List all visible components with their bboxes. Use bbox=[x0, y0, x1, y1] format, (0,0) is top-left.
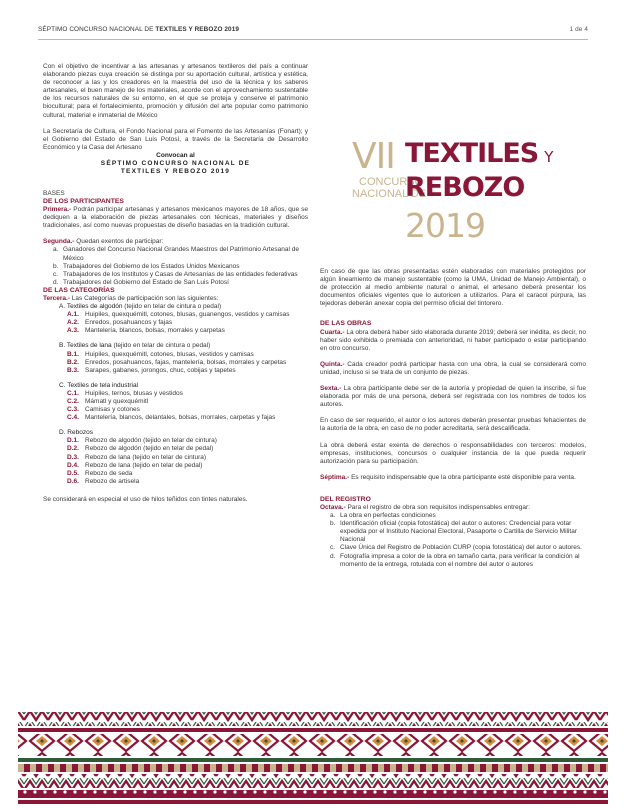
list-item bbox=[59, 454, 308, 462]
item-code: D.3. bbox=[67, 453, 79, 461]
list-text: Ganadores del Concurso Nacional Grandes Maestros del Patrimonio Artesanal de México bbox=[63, 246, 299, 262]
exentos-list bbox=[43, 246, 308, 286]
item-code: D.5. bbox=[67, 469, 79, 477]
logo-vii: VII bbox=[352, 136, 395, 177]
textile-pattern-border bbox=[0, 708, 626, 810]
list-item bbox=[59, 414, 308, 422]
list-letter: c. bbox=[53, 270, 59, 278]
logo-concurso: CONCURSO bbox=[359, 176, 424, 188]
list-letter: b. bbox=[53, 262, 59, 270]
left-column bbox=[43, 63, 308, 504]
list-item bbox=[59, 478, 308, 486]
list-item bbox=[59, 406, 308, 414]
item-text: Mantelería, blancos, delantales, bolsas, morrales, carpetas y fajas bbox=[85, 414, 276, 422]
item-text: Rebozo de algodón (tejido en telar de cintura) bbox=[85, 437, 217, 445]
item-text: Huipiles, quexquémitl, cotones, blusas, guanengos, vestidos y camisas bbox=[85, 311, 290, 319]
derechos-paragraph: La obra deberá estar exenta de derechos o responsabilidades con terceros: modelos, empresas, instituciones, concursos o cualquier instancia de la que pueda requerir autorización para su participación. bbox=[320, 441, 586, 465]
page-number: 1 de 4 bbox=[569, 26, 588, 33]
list-item bbox=[59, 470, 308, 478]
logo-nacional: NACIONAL DE bbox=[352, 188, 427, 200]
octava-clause bbox=[320, 504, 586, 512]
list-item bbox=[59, 390, 308, 398]
item-code: D.1. bbox=[67, 437, 79, 445]
bases-label: BASES bbox=[43, 189, 65, 197]
tintes-note: Se considerará en especial el uso de hilos teñidos con tintes naturales. bbox=[43, 495, 248, 503]
category-title: C. Textiles de tela industrial bbox=[59, 381, 139, 389]
tercera-text: Las Categorías de participación son las siguientes: bbox=[69, 294, 219, 302]
requisitos-list bbox=[320, 512, 586, 569]
segunda-label: Segunda.- bbox=[43, 238, 75, 246]
category-note: (tejido en telar de cintura o pedal) bbox=[111, 342, 211, 350]
list-letter: a. bbox=[330, 512, 336, 520]
contest-title-line1: SÉPTIMO CONCURSO NACIONAL DE bbox=[100, 160, 251, 168]
autoria-paragraph: En caso de ser requerido, el autor o los autores deberán presentar pruebas fehacientes de la autoría de la obra, en caso de no poder acreditarla, será descalificada. bbox=[320, 417, 586, 433]
list-item bbox=[59, 359, 308, 367]
item-text: Rebozo de artisela bbox=[85, 477, 140, 485]
item-code: D.6. bbox=[67, 477, 79, 485]
primera-clause bbox=[43, 206, 308, 230]
item-text: Huipiles, quexquémitl, cotones, blusas, vestidos y camisas bbox=[85, 350, 254, 358]
list-item bbox=[59, 351, 308, 359]
item-code: D.2. bbox=[67, 445, 79, 453]
septima-label: Séptima.- bbox=[320, 473, 350, 481]
category-title: A. Textiles de algodón bbox=[59, 303, 123, 311]
septima-clause bbox=[320, 474, 586, 482]
list-item bbox=[330, 512, 586, 520]
category-d-title bbox=[59, 429, 308, 437]
list-letter: b. bbox=[330, 520, 336, 528]
list-text: Identificación oficial (copia fotostática) del autor o autores: Credencial para votar expedida por el Instituto Nacional Electoral, Pasaporte o Cartilla de Servicio Militar Nacional bbox=[340, 520, 578, 544]
item-code: A.1. bbox=[67, 311, 79, 319]
sexta-label: Sexta.- bbox=[320, 385, 342, 393]
cuarta-label: Cuarta.- bbox=[320, 328, 345, 336]
item-text: Mámatl y quexquémitl bbox=[85, 398, 149, 405]
septima-text: Es requisito indispensable que la obra participante esté disponible para venta. bbox=[349, 473, 576, 481]
item-text: Enredos, posahuancos y fajas bbox=[85, 319, 173, 327]
item-code: C.1. bbox=[67, 389, 79, 397]
list-item bbox=[59, 437, 308, 445]
section-heading-categorias: DE LAS CATEGORÍAS bbox=[43, 286, 115, 294]
list-item bbox=[59, 445, 308, 453]
item-text: Camisas y cotones bbox=[85, 406, 140, 414]
list-text: Trabajadores del Gobierno del Estado de San Luis Potosí bbox=[63, 278, 229, 286]
materiales-paragraph: En caso de que las obras presentadas estén elaboradas con materiales protegidos por algún lineamiento de manejo sustentable (como la UMA, Unidad de Manejo Ambiental), o de protección al medio ambiente natural o animal, el artesano deberá presentar los documentos oficiales vigentes que lo autoricen a utilizarlos. Para el caracol púrpura, las tejedoras deberán anexar copia del permiso oficial del tintorero. bbox=[320, 268, 586, 308]
list-item bbox=[53, 262, 308, 271]
list-item bbox=[53, 246, 308, 262]
octava-text: Para el registro de obra son requisitos indispensables entregar: bbox=[345, 503, 530, 511]
list-item bbox=[330, 544, 586, 552]
list-item bbox=[59, 367, 308, 375]
primera-text: Podrán participar artesanas y artesanos mexicanos mayores de 18 años, que se dediquen a la elaboración de piezas artesanales con técnicas, materiales y diseños tradicionales, así como nuevas propuestas de diseño basadas en la tradición cultural. bbox=[43, 206, 308, 230]
item-text: Rebozo de seda bbox=[85, 469, 133, 477]
list-text: La obra en perfectas condiciones bbox=[340, 512, 436, 520]
list-letter: a. bbox=[53, 246, 59, 254]
list-item bbox=[53, 270, 308, 279]
item-code: B.3. bbox=[67, 366, 79, 374]
item-code: A.2. bbox=[67, 319, 79, 327]
item-code: C.2. bbox=[67, 398, 79, 405]
item-text: Mantelería, blancos, bolsas, morrales y carpetas bbox=[85, 327, 225, 335]
list-text: Clave Única del Registro de Población CURP (copia fotostática) del autor o autores. bbox=[340, 544, 582, 552]
item-code: A.3. bbox=[67, 327, 79, 335]
sexta-clause bbox=[320, 385, 586, 409]
header-prefix: SÉPTIMO CONCURSO NACIONAL DE bbox=[38, 26, 156, 33]
item-code: B.1. bbox=[67, 350, 79, 358]
cuarta-text: La obra deberá haber sido elaborada durante 2019; deberá ser inédita, es decir, no haber sido exhibida o premiada con anterioridad, ni haber participado o estar participando en otro concurso. bbox=[320, 328, 586, 352]
category-note: (tejido en telar de cintura o pedal) bbox=[122, 303, 222, 311]
category-a-title bbox=[59, 303, 308, 311]
convocan-label: Convocan al bbox=[156, 151, 195, 159]
list-letter: c. bbox=[330, 544, 336, 552]
list-item bbox=[59, 462, 308, 470]
contest-title-line2: TEXTILES Y REBOZO 2019 bbox=[120, 168, 231, 176]
sexta-text: La obra participante debe ser de la autoría y propiedad de quien la inscribe, si fue elaborada por más de una persona, deberá ser registrada con los nombres de todos los autores. bbox=[320, 385, 586, 409]
list-letter: d. bbox=[53, 278, 59, 286]
page-header bbox=[38, 26, 588, 38]
list-item bbox=[330, 520, 586, 544]
category-title: D. Rebozos bbox=[59, 429, 93, 437]
item-text: Rebozo de lana (tejido en telar de pedal) bbox=[85, 461, 203, 469]
list-item bbox=[59, 311, 308, 319]
list-item bbox=[59, 319, 308, 327]
logo-rebozo: REBOZO bbox=[405, 172, 525, 203]
item-text: Enredos, posahuancos, fajas, mantelería, bolsas, morrales y carpetas bbox=[85, 358, 287, 366]
contest-logo bbox=[352, 134, 592, 254]
header-bold-title: TEXTILES Y REBOZO 2019 bbox=[155, 26, 240, 33]
section-heading-participantes: DE LOS PARTICIPANTES bbox=[43, 197, 124, 205]
quinta-text: Cada creador podrá participar hasta con una obra, la cual se considerará como unidad, incluso si se trata de un conjunto de piezas. bbox=[320, 360, 586, 376]
logo-y: Y bbox=[544, 148, 553, 166]
cuarta-clause bbox=[320, 329, 586, 353]
item-text: Rebozo de algodón (tejido en telar de pedal) bbox=[85, 445, 214, 453]
category-b-title bbox=[59, 342, 308, 350]
organizers-paragraph: La Secretaría de Cultura, el Fondo Nacional para el Fomento de las Artesanías (Fonart); y el Gobierno del Estado de San Luis Potosí, a través de la Secretaría de Desarrollo Económico y la Casa del Artesano bbox=[43, 127, 308, 151]
item-text: Rebozo de lana (tejido en telar de cintura) bbox=[85, 453, 207, 461]
list-item bbox=[330, 552, 586, 569]
primera-label: Primera.- bbox=[43, 206, 72, 214]
list-letter: d. bbox=[330, 552, 336, 560]
tercera-clause bbox=[43, 295, 308, 303]
list-text: Trabajadores de los Institutos y Casas de Artesanías de las entidades federativas bbox=[63, 270, 298, 278]
category-a bbox=[59, 303, 308, 486]
category-title: B. Textiles de lana bbox=[59, 342, 112, 350]
list-item bbox=[59, 398, 308, 406]
segunda-clause bbox=[43, 238, 308, 246]
right-column bbox=[320, 268, 586, 569]
quinta-clause bbox=[320, 361, 586, 377]
section-heading-registro: DEL REGISTRO bbox=[320, 495, 371, 503]
item-text: Huipiles, ternos, blusas y vestidos bbox=[85, 389, 183, 397]
header-rule bbox=[38, 39, 588, 40]
segunda-text: Quedan exentos de participar: bbox=[74, 238, 164, 246]
list-item bbox=[59, 327, 308, 335]
list-item bbox=[53, 278, 308, 287]
section-heading-obras: DE LAS OBRAS bbox=[320, 320, 372, 328]
category-c-title bbox=[59, 382, 308, 390]
logo-textiles bbox=[405, 138, 552, 169]
item-code: D.4. bbox=[67, 461, 79, 469]
item-code: C.4. bbox=[67, 414, 79, 422]
tercera-label: Tercera.- bbox=[43, 294, 70, 302]
quinta-label: Quinta.- bbox=[320, 360, 345, 368]
logo-textiles-word: TEXTILES bbox=[405, 138, 539, 169]
item-code: B.2. bbox=[67, 358, 79, 366]
item-text: Sarapes, gabanes, jorongos, chuc, cobijas y tapetes bbox=[85, 366, 236, 374]
list-text: Fotografía impresa a color de la obra en tamaño carta, para verificar la condición al momento de la entrega, rotulada con el nombre del autor o autores bbox=[340, 552, 580, 568]
list-text: Trabajadores del Gobierno de los Estados Unidos Mexicanos bbox=[63, 262, 240, 270]
logo-year: 2019 bbox=[405, 206, 485, 245]
item-code: C.3. bbox=[67, 406, 79, 414]
octava-label: Octava.- bbox=[320, 503, 346, 511]
intro-paragraph: Con el objetivo de incentivar a las artesanas y artesanos textileros del país a continuar elaborando piezas cuya creación se distinga por su aportación cultural, artística y estética, de reconocer a las y los creadores en la maestría del uso de la técnica y los saberes artesanales, el buen manejo de los materiales, acorde con el aprovechamiento sustentable de los recursos naturales de su entorno, en el que se proteja y conserve el patrimonio biocultural; para el fortalecimiento, promoción y difusión del arte popular como patrimonio cultural, material e inmaterial de México bbox=[43, 63, 308, 119]
